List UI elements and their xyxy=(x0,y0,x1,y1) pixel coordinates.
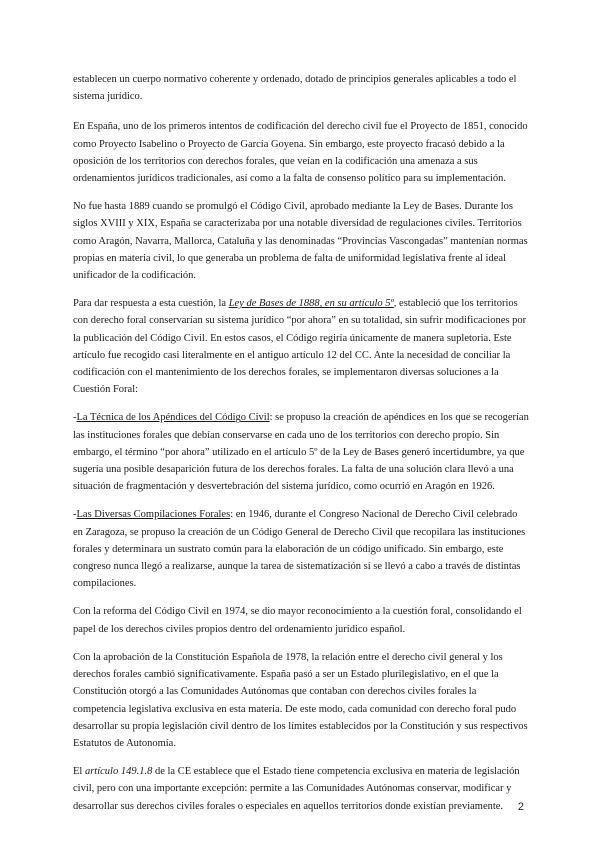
paragraph-reforma-1974 xyxy=(73,603,529,637)
text: de la CE establece que el Estado tiene competencia exclusiva en materia de legislación civil, pero con una importante excepción: permite a las Comunidades Autónomas conservar, modificar y desarrollar sus derechos civiles forales o especiales en aquellos territorios donde existían previamente. xyxy=(73,766,520,812)
tecnica-apendices-link[interactable]: La Técnica de los Apéndices del Código Civil xyxy=(76,412,270,424)
text: : en 1946, durante el Congreso Nacional de Derecho Civil celebrado en Zaragoza, se propuso la creación de un Código General de Derecho Civil que recopilara las instituciones forales y determinara un sustrato común para la elaboración de un código unificado. Sin embargo, este congreso nunca llegó a realizarse, aunque la tarea de sistematización sí se llevó a cabo a través de distintas compilaciones. xyxy=(73,509,526,590)
paragraph-compilaciones-forales xyxy=(73,506,529,592)
list-dash: - xyxy=(73,509,77,521)
text: establecen un cuerpo normativo coherente y ordenado, dotado de principios generales aplicables a todo el sistema jurídico. xyxy=(73,74,517,103)
list-dash: - xyxy=(73,412,77,424)
compilaciones-forales-link[interactable]: Las Diversas Compilaciones Forales xyxy=(76,509,231,521)
paragraph-codigo-civil-1889 xyxy=(73,198,529,284)
text: Para dar respuesta a esta cuestión, la xyxy=(73,298,229,310)
text: En España, uno de los primeros intentos de codificación del derecho civil fue el Proyecto de 1851, conocido como Proyecto Isabelino o Proyecto de García Goyena. Sin embargo, este proyecto fracasó debido a la oposición de los territorios con derechos forales, que veían en la codificación una amenaza a sus ordenamientos jurídicos tradicionales, así como a la falta de consenso político para su implementación. xyxy=(73,121,528,185)
articulo-149-reference: artículo 149.1.8 xyxy=(84,766,153,778)
page-number: 2 xyxy=(517,801,524,813)
paragraph-constitucion-1978 xyxy=(73,649,529,752)
paragraph-ley-de-bases xyxy=(73,295,529,398)
text: El xyxy=(73,766,85,778)
text: Con la aprobación de la Constitución Española de 1978, la relación entre el derecho civil general y los derechos forales cambió significativamente. España pasó a ser un Estado plurilegislativo, en el que la Constitución otorgó a las Comunidades Autónomas que contaban con derechos civiles forales la competencia legislativa exclusiva en esta materia. De este modo, cada comunidad con derecho foral pudo desarrollar su propia legislación civil dentro de los límites establecidos por la Constitución y sus respectivos Estatutos de Autonomía. xyxy=(73,651,528,749)
paragraph-tecnica-apendices xyxy=(73,409,529,495)
text: : se propuso la creación de apéndices en los que se recogerían las instituciones forales que debían conservarse en cada uno de los territorios con derecho propio. Sin embargo, el término “por ahora” utilizado en el artículo 5º de la Ley de Bases generó incertidumbre, ya que sugería una posible desaparición futura de los derechos forales. La falta de una solución clara llevó a una situación de fragmentación y desvertebración del sistema jurídico, como ocurrió en Aragón en 1926. xyxy=(73,412,529,493)
text: No fue hasta 1889 cuando se promulgó el Código Civil, aprobado mediante la Ley de Bases. Durante los siglos XVIII y XIX, España se caracterizaba por una notable diversidad de regulaciones civiles. Territorios como Aragón, Navarra, Mallorca, Cataluña y las denominadas “Provincias Vascongadas” mantenían normas propias en materia civil, lo que generaba un problema de falta de uniformidad legislativa frente al ideal unificador de la codificación. xyxy=(73,201,528,282)
paragraph-intro-continuation xyxy=(73,71,529,105)
text: , estableció que los territorios con derecho foral conservarían su sistema jurídico “por ahora” en su totalidad, sin sufrir modificaciones por la publicación del Código Civil. En estos casos, el Código regiría únicamente de manera supletoria. Este artículo fue recogido casi literalmente en el antiguo artículo 12 del CC. Ante la necesidad de conciliar la codificación con el mantenimiento de los derechos forales, se implementaron diversas soluciones a la Cuestión Foral: xyxy=(73,298,527,396)
document-page xyxy=(73,71,529,826)
ley-de-bases-link[interactable]: Ley de Bases de 1888, en su artículo 5º xyxy=(228,298,394,310)
text: Con la reforma del Código Civil en 1974, se dio mayor reconocimiento a la cuestión foral, consolidando el papel de los derechos civiles propios dentro del ordenamiento jurídico español. xyxy=(73,606,522,635)
paragraph-articulo-149 xyxy=(73,763,529,815)
paragraph-proyecto-1851 xyxy=(73,118,529,187)
